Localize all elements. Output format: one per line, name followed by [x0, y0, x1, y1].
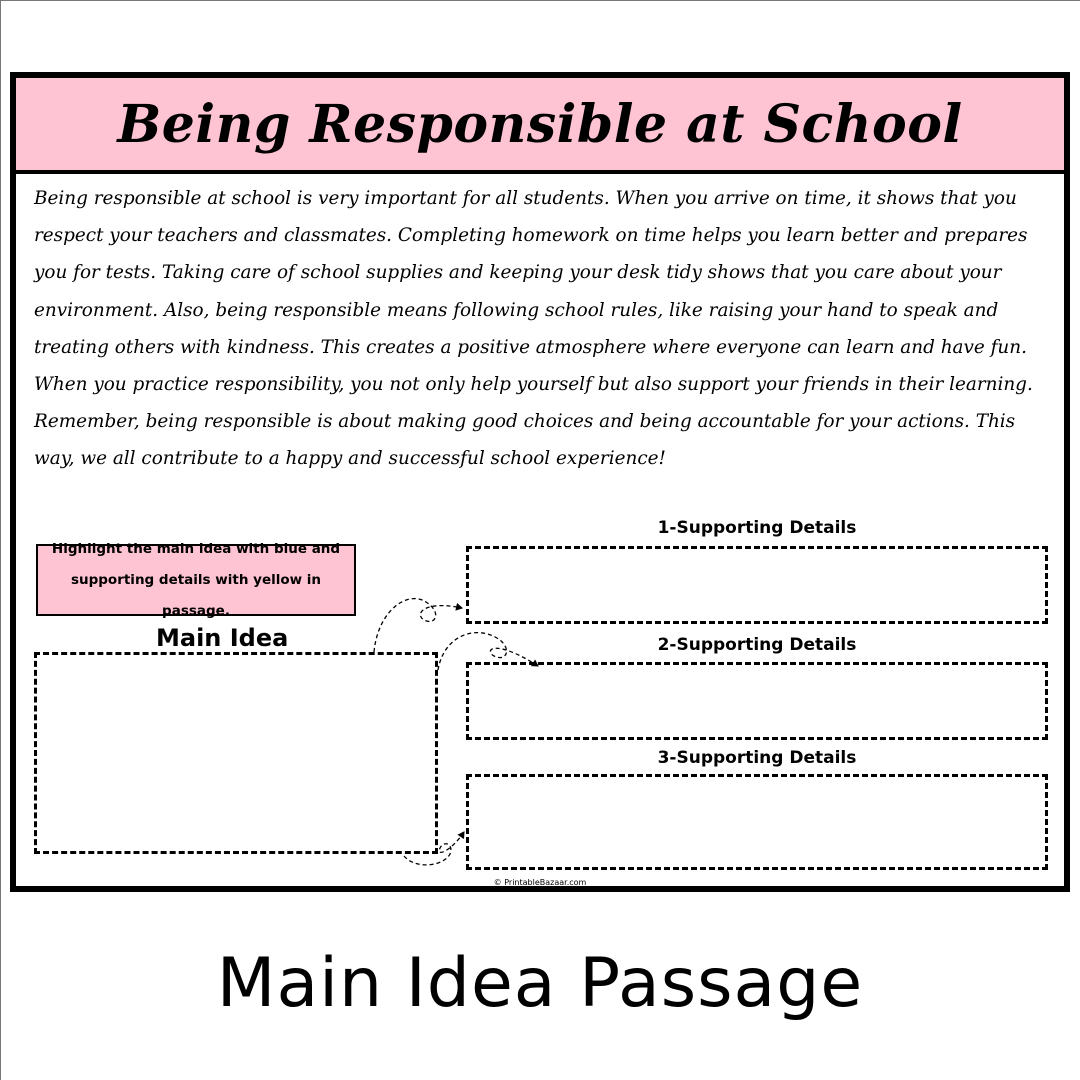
instruction-text: [38, 534, 354, 627]
arrow-to-detail-1: [374, 599, 462, 652]
worksheet-title: Being Responsible at School: [117, 93, 963, 155]
copyright-text: © PrintableBazaar.com: [493, 878, 587, 887]
instruction-box: [36, 540, 356, 619]
instruction-line-2: supporting details with yellow in passage.: [70, 571, 322, 619]
caption: Main Idea Passage: [216, 944, 864, 1023]
worksheet: [10, 72, 1070, 892]
instruction-line-1: Highlight the main idea with blue and: [51, 540, 341, 557]
main-idea-label: Main Idea: [156, 624, 289, 652]
supporting-details-box-1[interactable]: [466, 546, 1048, 624]
frame-line-left: [0, 0, 1, 1080]
main-idea-box[interactable]: [34, 652, 438, 854]
passage-text: Being responsible at school is very important for all students. When you arrive on time, it shows that you respect your teachers and classmates. Completing homework on time helps you learn better and prepares you for tests. Taking care of school supplies and keeping your desk tidy shows that you care about your environment. Also, being responsible means following school rules, like raising your hand to speak and treating others with kindness. This creates a positive atmosphere where everyone can learn and have fun. When you practice responsibility, you not only help yourself but also support your friends in their learning. Remember, being responsible is about making good choices and being accountable for your actions. This way, we all contribute to a happy and successful school experience!: [34, 188, 1033, 470]
supporting-details-label-1: 1-Supporting Details: [657, 518, 857, 538]
title-bar: [16, 78, 1064, 174]
supporting-details-box-3[interactable]: [466, 774, 1048, 870]
supporting-details-box-2[interactable]: [466, 662, 1048, 740]
supporting-details-label-2: 2-Supporting Details: [657, 635, 857, 655]
supporting-details-label-3: 3-Supporting Details: [657, 748, 857, 768]
frame-line-top: [0, 0, 1080, 1]
